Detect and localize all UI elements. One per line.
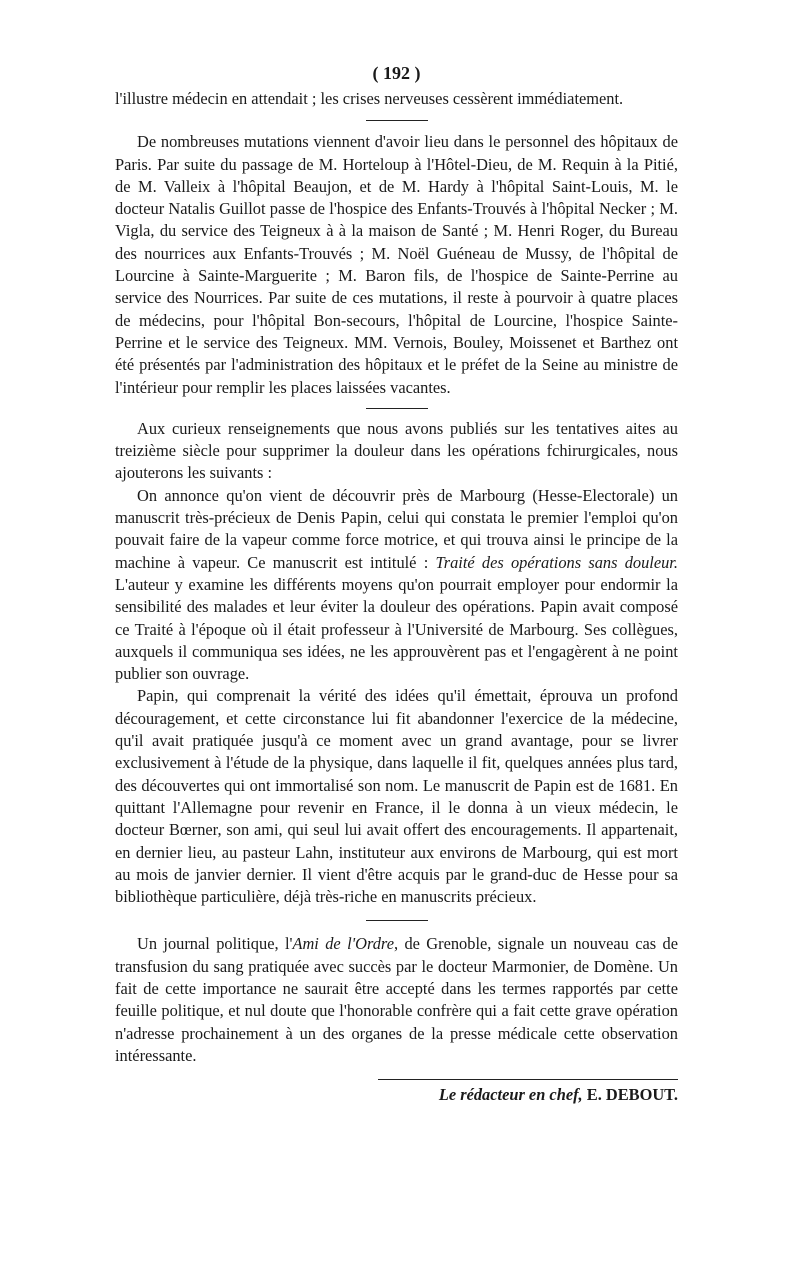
paragraph-papin-manuscript xyxy=(115,485,678,686)
paragraph-continuation: l'illustre médecin en attendait ; les crises nerveuses cessèrent immédiatement. xyxy=(115,89,624,108)
paragraph-curious-info: Aux curieux renseignements que nous avons publiés sur les tentatives aites au treizième siècle pour supprimer la douleur dans les opérations fchirurgicales, nous ajouterons les suivants : xyxy=(115,418,678,483)
section-divider xyxy=(366,120,428,121)
papin-treatise-title: Traité des opérations sans douleur. xyxy=(435,552,678,572)
page-number: ( 192 ) xyxy=(372,63,421,83)
journal-text-b: , de Grenoble, signale un nouveau cas de transfusion du sang pratiquée avec succès par le docteur Marmonier, de Domène. Un fait de cette importance ne saurait être accepté dans les termes rapportés par cette feuille politique, et nul doute que l'honorable confrère qui a fait cette grave opération n'adresse prochainement à un des organes de la presse médicale cette observation intéressante. xyxy=(115,934,678,1065)
section-divider xyxy=(366,920,428,921)
page xyxy=(115,58,678,1106)
signature xyxy=(115,1084,678,1106)
paragraph-transfusion xyxy=(115,933,678,1067)
journal-text-a: Un journal politique, l' xyxy=(137,934,293,954)
signature-role: Le rédacteur en chef, xyxy=(438,1085,583,1105)
papin-text-a: On annonce qu'on vient de découvrir près de Marbourg (Hesse-Electorale) un manuscrit très-précieux de Denis Papin, celui qui constata le premier l'emploi qu'on pouvait faire de la vapeur comme force motrice, et qui trouva ainsi le principe de la machine à vapeur. Ce manuscrit est intitulé : xyxy=(115,485,678,572)
section-divider xyxy=(366,408,428,409)
signature-rule xyxy=(378,1079,678,1080)
papin-text-b: L'auteur y examine les différents moyens qu'on pourrait employer pour endormir la sensibilité des malades et leur éviter la douleur des opérations. Papin avait composé ce Traité à l'époque où il était professeur à l'Université de Marbourg. Ses collègues, auxquels il communiqua ses idées, ne les approuvèrent pas et l'engagèrent à ne point publier son ouvrage. xyxy=(115,574,678,684)
signature-name: E. DEBOUT. xyxy=(586,1085,678,1105)
paragraph-mutations: De nombreuses mutations viennent d'avoir lieu dans le personnel des hôpitaux de Paris. Par suite du passage de M. Horteloup à l'Hôtel-Dieu, de M. Requin à la Pitié, de M. Valleix à l'hôpital Beaujon, et de M. Hardy à l'hôpital Saint-Louis, M. le docteur Natalis Guillot passe de l'hospice des Enfants-Trouvés à l'hôpital Necker ; M. Vigla, du service des Teigneux à à la maison de Santé ; M. Henri Roger, du Bureau des nourrices aux Enfants-Trouvés ; M. Noël Guéneau de Mussy, de l'hôpital de Lourcine à Sainte-Marguerite ; M. Baron fils, de l'hospice de Sainte-Perrine au service des Nourrices. Par suite de ces mutations, il reste à pourvoir à quatre places de médecins, pour l'hôpital Bon-secours, l'hôpital de Lourcine, l'hospice Sainte-Perrine et le service des Teigneux. MM. Vernois, Bouley, Moissenet et Barthez ont été présentés par l'administration des hôpitaux et le préfet de la Seine au ministre de l'intérieur pour remplir les places laissées vacantes. xyxy=(115,132,678,397)
journal-title: Ami de l'Ordre xyxy=(292,934,394,954)
paragraph-papin-discouragement: Papin, qui comprenait la vérité des idées qu'il émettait, éprouva un profond découragement, et cette circonstance lui fit abandonner l'exercice de la médecine, qu'il avait pratiquée jusqu'à ce moment avec un grand avantage, pour se livrer exclusivement à l'étude de la physique, dans laquelle il fit, quelques années plus tard, des découvertes qui ont immortalisé son nom. Le manuscrit de Papin est de 1681. En quittant l'Allemagne pour revenir en France, il le donna à un vieux médecin, le docteur Bœrner, son ami, qui seul lui avait offert des encouragements. Il appartenait, en dernier lieu, au pasteur Lahn, instituteur aux environs de Marbourg, qui est mort au mois de janvier dernier. Il vient d'être acquis par le grand-duc de Hesse pour sa bibliothèque particulière, déjà très-riche en manuscrits précieux. xyxy=(115,686,678,907)
